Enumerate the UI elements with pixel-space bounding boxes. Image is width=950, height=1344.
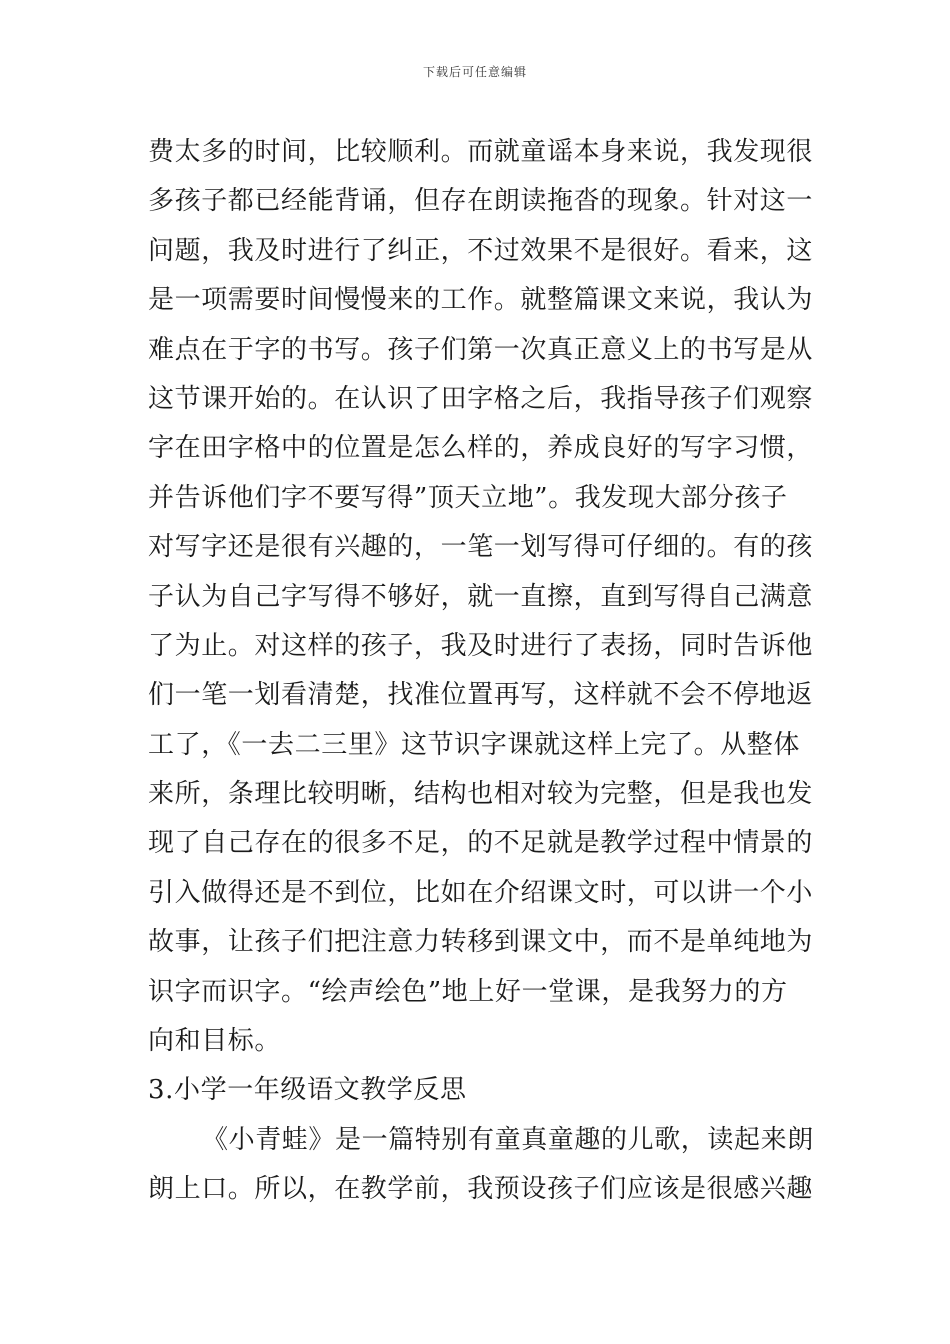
- paragraph-line: 这节课开始的。在认识了田字格之后，我指导孩子们观察: [148, 383, 814, 414]
- paragraph-line: 《小青蛙》是一篇特别有童真童趣的儿歌，读起来朗: [202, 1124, 814, 1155]
- section-heading: 3.小学一年级语文教学反思: [148, 1075, 467, 1106]
- paragraph-line: 来所，条理比较明晰，结构也相对较为完整，但是我也发: [148, 779, 814, 810]
- paragraph-line: 是一项需要时间慢慢来的工作。就整篇课文来说，我认为: [148, 285, 814, 316]
- paragraph-line: 们一笔一划看清楚，找准位置再写，这样就不会不停地返: [148, 680, 814, 711]
- paragraph-line: 朗上口。所以，在教学前，我预设孩子们应该是很感兴趣: [148, 1174, 814, 1205]
- paragraph-line: 现了自己存在的很多不足，的不足就是教学过程中情景的: [148, 828, 814, 859]
- paragraph-line: 对写字还是很有兴趣的，一笔一划写得可仔细的。有的孩: [148, 532, 814, 563]
- document-body: [148, 128, 814, 1215]
- paragraph-line: 并告诉他们字不要写得”顶天立地”。我发现大部分孩子: [148, 482, 788, 513]
- paragraph-line: 了为止。对这样的孩子，我及时进行了表扬，同时告诉他: [148, 630, 814, 661]
- paragraph-line: 字在田字格中的位置是怎么样的，养成良好的写字习惯，: [148, 433, 814, 464]
- paragraph-line: 故事，让孩子们把注意力转移到课文中，而不是单纯地为: [148, 927, 814, 958]
- paragraph-line: 费太多的时间，比较顺利。而就童谣本身来说，我发现很: [148, 137, 814, 167]
- paragraph-line: 识字而识字。“绘声绘色”地上好一堂课，是我努力的方: [148, 976, 788, 1007]
- paragraph-line: 引入做得还是不到位，比如在介绍课文时，可以讲一个小: [148, 877, 814, 908]
- header-note: 下载后可任意编辑: [422, 65, 527, 79]
- paragraph-line: 工了，《一去二三里》这节识字课就这样上完了。从整体: [148, 729, 801, 760]
- paragraph-line: 难点在于字的书写。孩子们第一次真正意义上的书写是从: [148, 334, 814, 365]
- paragraph-line: 问题，我及时进行了纠正，不过效果不是很好。看来，这: [148, 235, 814, 266]
- paragraph-line: 子认为自己字写得不够好，就一直擦，直到写得自己满意: [148, 581, 814, 612]
- paragraph-line: 多孩子都已经能背诵，但存在朗读拖沓的现象。针对这一: [148, 186, 814, 217]
- paragraph-line: 向和目标。: [148, 1026, 282, 1057]
